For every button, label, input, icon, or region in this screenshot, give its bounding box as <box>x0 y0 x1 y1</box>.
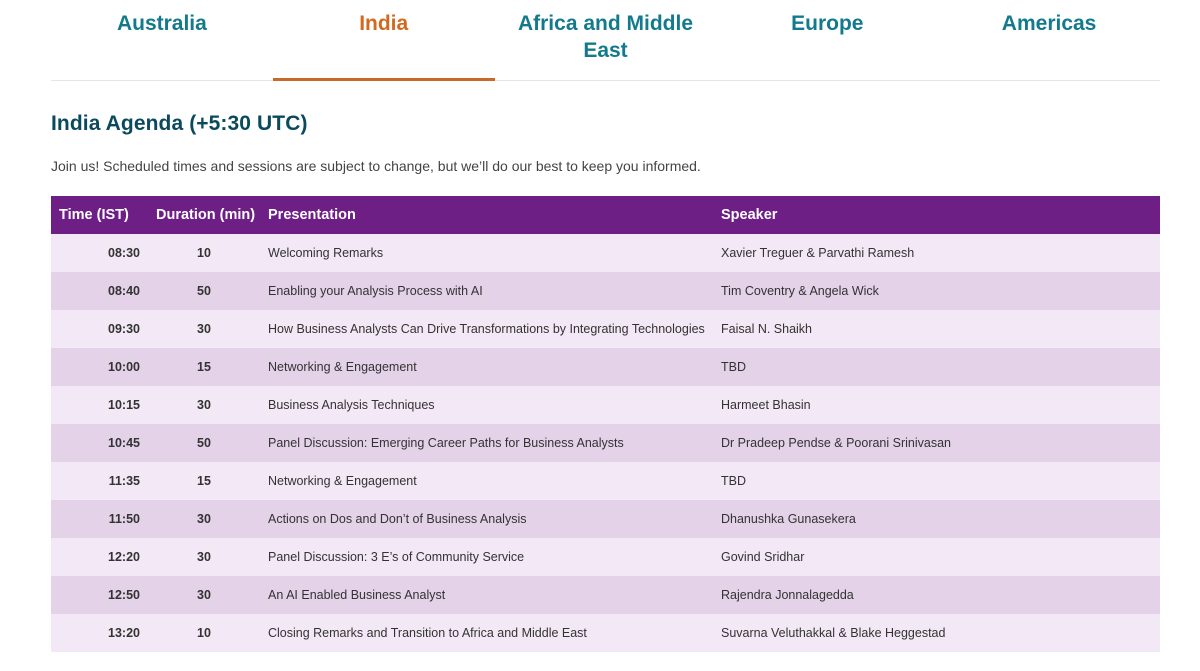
cell-speaker: Dr Pradeep Pendse & Poorani Srinivasan <box>713 424 1160 462</box>
cell-duration: 30 <box>148 386 260 424</box>
cell-presentation: Actions on Dos and Don’t of Business Analysis <box>260 500 713 538</box>
cell-duration: 15 <box>148 348 260 386</box>
cell-speaker: Govind Sridhar <box>713 538 1160 576</box>
cell-time: 13:20 <box>51 614 148 652</box>
agenda-table <box>51 196 1160 652</box>
cell-time: 08:30 <box>51 234 148 272</box>
cell-time: 11:35 <box>51 462 148 500</box>
cell-time: 10:00 <box>51 348 148 386</box>
cell-time: 10:45 <box>51 424 148 462</box>
tab-india[interactable]: India <box>273 0 495 80</box>
cell-speaker: Dhanushka Gunasekera <box>713 500 1160 538</box>
table-row <box>51 310 1160 348</box>
cell-speaker: Tim Coventry & Angela Wick <box>713 272 1160 310</box>
agenda-note: Join us! Scheduled times and sessions are subject to change, but we’ll do our best to keep you informed. <box>51 158 701 174</box>
table-row <box>51 462 1160 500</box>
cell-presentation: Networking & Engagement <box>260 348 713 386</box>
cell-duration: 50 <box>148 424 260 462</box>
table-row <box>51 538 1160 576</box>
cell-presentation: Networking & Engagement <box>260 462 713 500</box>
cell-presentation: How Business Analysts Can Drive Transformations by Integrating Technologies <box>260 310 713 348</box>
tab-australia[interactable]: Australia <box>116 12 207 35</box>
table-row <box>51 234 1160 272</box>
cell-speaker: Suvarna Veluthakkal & Blake Heggestad <box>713 614 1160 652</box>
cell-speaker: Xavier Treguer & Parvathi Ramesh <box>713 234 1160 272</box>
cell-presentation: Business Analysis Techniques <box>260 386 713 424</box>
cell-time: 08:40 <box>51 272 148 310</box>
cell-speaker: TBD <box>713 462 1160 500</box>
cell-duration: 30 <box>148 538 260 576</box>
cell-presentation: Panel Discussion: Emerging Career Paths for Business Analysts <box>260 424 713 462</box>
table-row <box>51 272 1160 310</box>
cell-duration: 10 <box>148 614 260 652</box>
header-duration: Duration (min) <box>148 196 260 234</box>
cell-time: 10:15 <box>51 386 148 424</box>
table-row <box>51 386 1160 424</box>
table-row <box>51 424 1160 462</box>
cell-speaker: Harmeet Bhasin <box>713 386 1160 424</box>
cell-speaker: TBD <box>713 348 1160 386</box>
cell-presentation: Enabling your Analysis Process with AI <box>260 272 713 310</box>
header-presentation: Presentation <box>260 196 713 234</box>
cell-presentation: Panel Discussion: 3 E’s of Community Service <box>260 538 713 576</box>
cell-presentation: Closing Remarks and Transition to Africa and Middle East <box>260 614 713 652</box>
region-tabs <box>51 0 1160 81</box>
agenda-title: India Agenda (+5:30 UTC) <box>51 112 308 135</box>
header-speaker: Speaker <box>713 196 1160 234</box>
cell-duration: 50 <box>148 272 260 310</box>
cell-duration: 30 <box>148 576 260 614</box>
cell-time: 12:20 <box>51 538 148 576</box>
cell-duration: 15 <box>148 462 260 500</box>
cell-time: 09:30 <box>51 310 148 348</box>
table-row <box>51 348 1160 386</box>
table-row <box>51 576 1160 614</box>
cell-presentation: Welcoming Remarks <box>260 234 713 272</box>
cell-presentation: An AI Enabled Business Analyst <box>260 576 713 614</box>
table-row <box>51 500 1160 538</box>
tab-europe[interactable]: Europe <box>791 12 864 35</box>
cell-speaker: Faisal N. Shaikh <box>713 310 1160 348</box>
agenda-header-row <box>51 196 1160 234</box>
tab-americas[interactable]: Americas <box>1001 12 1097 35</box>
table-row <box>51 614 1160 652</box>
header-time: Time (IST) <box>51 196 148 234</box>
cell-duration: 10 <box>148 234 260 272</box>
tab-africa-middle-east[interactable]: Africa and Middle East <box>517 12 693 62</box>
cell-duration: 30 <box>148 310 260 348</box>
cell-time: 11:50 <box>51 500 148 538</box>
cell-speaker: Rajendra Jonnalagedda <box>713 576 1160 614</box>
cell-duration: 30 <box>148 500 260 538</box>
cell-time: 12:50 <box>51 576 148 614</box>
